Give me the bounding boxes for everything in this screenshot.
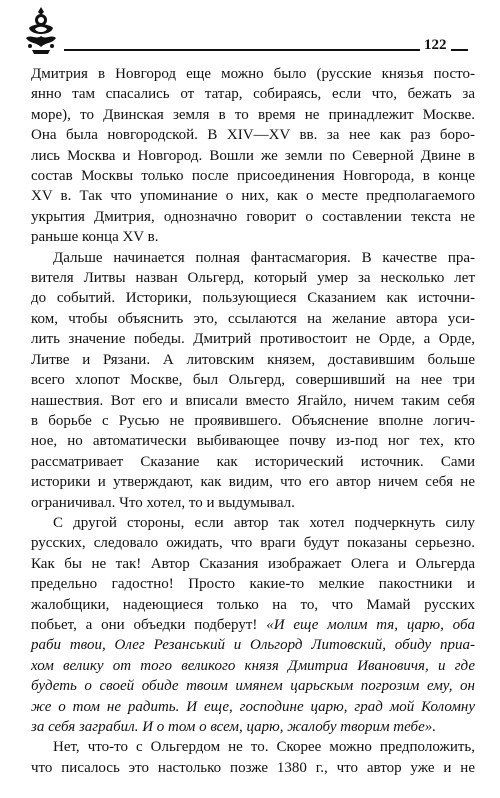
text-line: в борьбе с Русью не проявившего. Объяснение вполне логич-	[31, 412, 475, 429]
text-line-mixed	[31, 615, 475, 635]
text-line: ком, чтобы объяснить это, ссылаются на желание автора уси-	[31, 310, 475, 327]
text-line: предельно гадостно! Просто какие-то мелкие пакостники и	[31, 576, 475, 593]
text-line: лись Москва и Новгород. Вошли же земли по Северной Двине в	[31, 147, 475, 164]
text-line: Дмитрия в Новгород еще можно было (русские князья посто-	[31, 66, 475, 82]
text-line: море), то Двинская земля в то время не принадлежит Москве.	[31, 106, 475, 123]
text-line: всего хлопот Москве, был Ольгерд, совершивший на нее три	[31, 372, 475, 389]
text-line: янно там спасались от татар, собираясь, если что, бежать за	[31, 86, 475, 103]
decorative-ornament-icon	[24, 6, 58, 56]
text-line: вителя Литвы назван Ольгерд, который умер за несколько лет	[31, 270, 475, 287]
paragraph-4	[31, 737, 475, 778]
text-line: ограничивал. Что хотел, то и выдумывал.	[31, 494, 295, 511]
text-line: лить значение победы. Дмитрий противостоит не Орде, а Орде,	[31, 331, 475, 348]
paragraph-3	[31, 513, 475, 737]
text-line: до событий. Историки, пользующиеся Сказанием как источни-	[31, 290, 475, 307]
text-line: состав Москвы только после присоединения Новгорода, в конце	[31, 168, 475, 185]
quote-line: же о том не радить. И еще, господине царю, град мой Коломну	[31, 698, 475, 715]
text-line: Дальше начинается полная фантасмагория. В качестве пра-	[53, 249, 475, 266]
text-line: Она была новгородской. В XIV—XV вв. за нее как раз боро-	[31, 127, 475, 144]
paragraph-2	[31, 248, 475, 513]
text-line: укрытия Дмитрия, однозначно говорит о составлении текста не	[31, 208, 475, 225]
text-line: жалобщики, надеющиеся только на то, что Мамай русских	[31, 596, 475, 613]
quote-line: будеть о своей обиде твоим имянем царьскым погрозим ему, он	[31, 678, 475, 695]
quote-line: хом велику от того великого князя Дмитриа Ивановичя, и где	[31, 657, 475, 674]
text-segment: побьет, а они объедки подберут!	[31, 616, 258, 633]
quote-line: раби твои, Олег Резанський и Ольгорд Литовский, обиду приа-	[31, 637, 475, 654]
text-line: ное, но автоматически выбивающее почву из-под ног тех, кто	[31, 433, 475, 450]
quote-segment: «И еще молим тя, царю, оба	[266, 616, 476, 633]
text-line: С другой стороны, если автор так хотел подчеркнуть силу	[53, 514, 475, 531]
header-rule	[64, 49, 468, 51]
text-line: раньше конца XV в.	[31, 229, 159, 246]
text-line: Нет, что-то с Ольгердом не то. Скорее можно предположить,	[53, 739, 475, 756]
page-number: 122	[420, 37, 451, 53]
text-body	[31, 64, 475, 778]
text-line: Литве и Рязани. А литовским князем, доставившим больше	[31, 351, 475, 368]
text-line: XV в. Так что упоминание о них, как о месте предполагаемого	[31, 188, 475, 205]
text-line: Как бы не так! Автор Сказания изображает Олега и Ольгерда	[31, 555, 475, 572]
text-line: рассматривает Сказание как исторический источник. Сами	[31, 453, 475, 470]
page-header	[0, 0, 500, 62]
text-line: что писалось это настолько позже 1380 г., что автор уже и не	[31, 759, 475, 776]
text-line: историки и утверждают, как видим, что его автор ничем себя не	[31, 474, 475, 491]
paragraph-1	[31, 64, 475, 248]
text-line: русских, следовало ожидать, что враги будут показаны серьезно.	[31, 535, 475, 552]
quote-line: за себя заграбил. И о том о всем, царю, жалобу творим тебе».	[31, 719, 437, 735]
text-line: нашествия. Вот его и вписали вместо Ягайло, ничем таким себя	[31, 392, 475, 409]
